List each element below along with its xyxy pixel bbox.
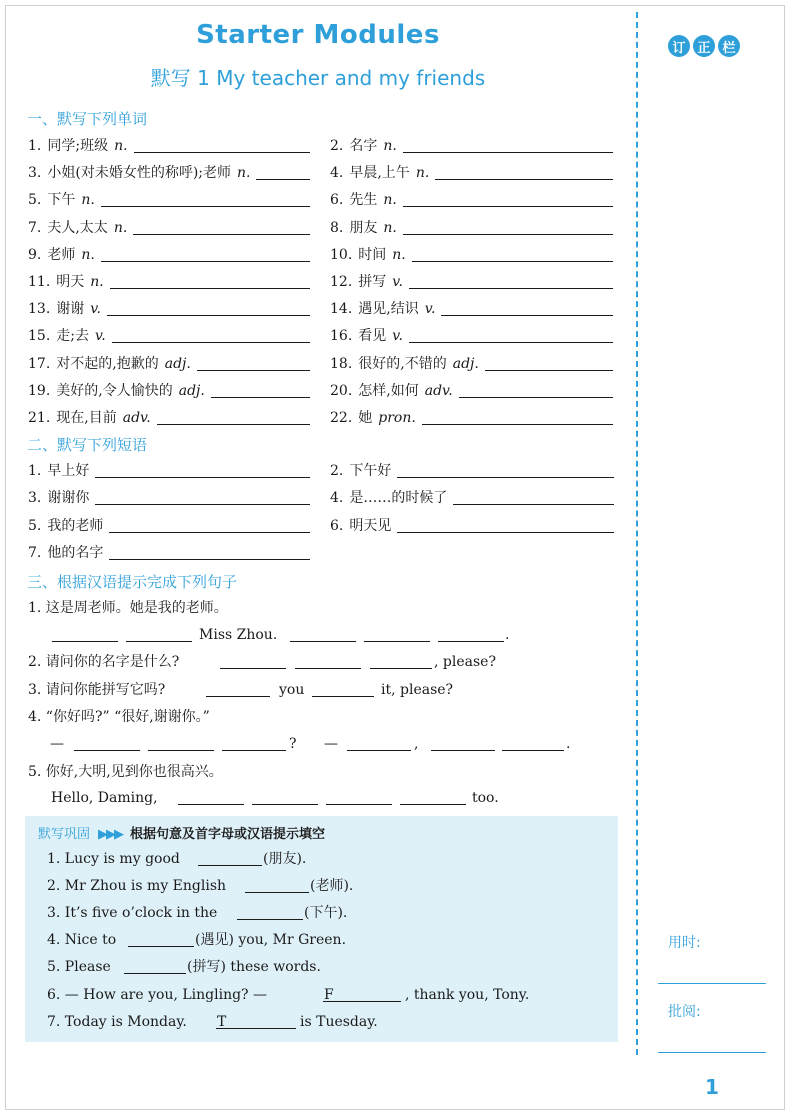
answer-blank[interactable] xyxy=(157,424,310,425)
answer-blank[interactable] xyxy=(124,973,186,974)
word-item xyxy=(330,299,435,319)
part-of-speech: n. xyxy=(392,247,406,263)
word-item xyxy=(28,354,191,374)
item-number: 21. xyxy=(28,410,51,426)
item-number: 6. xyxy=(330,192,344,208)
q2-prompt: 2. 请问你的名字是什么? xyxy=(28,654,180,670)
item-number: 16. xyxy=(330,328,353,344)
part-of-speech: adj. xyxy=(178,383,205,399)
answer-blank[interactable] xyxy=(178,804,244,805)
answer-blank[interactable] xyxy=(312,696,374,697)
item-prompt: 走;去 xyxy=(56,328,89,344)
word-item xyxy=(28,245,95,265)
answer-blank[interactable] xyxy=(148,750,214,751)
answer-blank[interactable] xyxy=(109,532,310,533)
answer-blank[interactable] xyxy=(211,397,310,398)
answer-blank[interactable] xyxy=(109,559,310,560)
item-prompt: 明天 xyxy=(56,274,85,290)
item-number: 14. xyxy=(330,301,353,317)
answer-blank[interactable] xyxy=(403,206,613,207)
answer-blank[interactable] xyxy=(95,477,310,478)
answer-blank[interactable] xyxy=(459,397,613,398)
item-number: 1. xyxy=(28,463,42,479)
time-label: 用时: xyxy=(668,935,701,951)
answer-blank[interactable] xyxy=(364,641,430,642)
page-title: Starter Modules xyxy=(196,20,440,50)
phrase-item xyxy=(330,488,447,508)
part-of-speech: v. xyxy=(392,274,403,290)
q4-comma: , xyxy=(414,736,419,752)
answer-blank[interactable] xyxy=(438,641,504,642)
item-prompt: 看见 xyxy=(358,328,387,344)
item-prompt: 小姐(对未婚女性的称呼);老师 xyxy=(47,165,231,181)
part-of-speech: adv. xyxy=(122,410,151,426)
phrase-item xyxy=(330,461,391,481)
review-sentence: 6. — How are you, Lingling? — xyxy=(47,987,268,1003)
review-sentence: 5. Please xyxy=(47,959,111,975)
item-prompt: 名字 xyxy=(349,138,378,154)
item-prompt: 拼写 xyxy=(358,274,387,290)
item-prompt: 很好的,不错的 xyxy=(358,356,447,372)
answer-blank[interactable] xyxy=(252,804,318,805)
review-field[interactable] xyxy=(658,1052,766,1053)
word-item xyxy=(330,163,429,183)
page-subtitle: 默写 1 My teacher and my friends xyxy=(150,66,486,90)
q4-end: . xyxy=(566,736,571,752)
item-prompt: 他的名字 xyxy=(47,545,104,561)
part-of-speech: n. xyxy=(113,220,128,236)
item-prompt: 现在,目前 xyxy=(56,410,117,426)
item-prompt: 我的老师 xyxy=(47,518,104,534)
word-item xyxy=(330,218,397,238)
q5-prompt: 5. 你好,大明,见到你也很高兴。 xyxy=(28,764,223,780)
q3-prompt: 3. 请问你能拼写它吗? xyxy=(28,682,166,698)
item-number: 8. xyxy=(330,220,344,236)
word-item xyxy=(330,381,453,401)
answer-blank[interactable] xyxy=(220,668,286,669)
item-number: 7. xyxy=(28,220,42,236)
q3-end: it, please? xyxy=(381,682,454,698)
q4-dash: — xyxy=(324,736,338,752)
word-item xyxy=(330,190,397,210)
q5-end: too. xyxy=(472,790,499,806)
answer-blank[interactable] xyxy=(110,288,310,289)
answer-blank[interactable] xyxy=(95,504,310,505)
item-prompt: 下午好 xyxy=(349,463,392,479)
part-of-speech: adv. xyxy=(424,383,453,399)
correction-char: 正 xyxy=(693,35,715,57)
section1-heading: 一、默写下列单词 xyxy=(27,110,148,128)
answer-blank[interactable] xyxy=(326,804,392,805)
item-prompt: 早上好 xyxy=(47,463,90,479)
section3-heading: 三、根据汉语提示完成下列句子 xyxy=(27,573,238,591)
answer-blank[interactable] xyxy=(400,804,466,805)
answer-blank[interactable] xyxy=(206,696,270,697)
word-item xyxy=(28,299,101,319)
q4-prompt: 4. “你好吗?” “很好,谢谢你。” xyxy=(28,709,210,725)
item-number: 10. xyxy=(330,247,353,263)
item-number: 1. xyxy=(28,138,42,154)
part-of-speech: n. xyxy=(81,247,95,263)
item-number: 22. xyxy=(330,410,353,426)
word-item xyxy=(28,163,250,183)
item-number: 19. xyxy=(28,383,51,399)
item-number: 13. xyxy=(28,301,51,317)
time-field[interactable] xyxy=(658,983,766,984)
answer-blank[interactable] xyxy=(101,206,310,207)
word-item xyxy=(28,272,104,292)
review-header xyxy=(38,823,325,842)
section2-heading: 二、默写下列短语 xyxy=(27,436,148,454)
item-number: 11. xyxy=(28,274,51,290)
part-of-speech: n. xyxy=(81,192,95,208)
answer-blank[interactable] xyxy=(422,424,613,425)
q2-end: , please? xyxy=(434,654,496,670)
answer-blank[interactable] xyxy=(485,370,613,371)
review-hint: is Tuesday. xyxy=(300,1014,378,1030)
review-hint: (下午). xyxy=(304,905,348,921)
answer-blank[interactable] xyxy=(256,179,310,180)
part-of-speech: n. xyxy=(383,220,397,236)
item-prompt: 夫人,太太 xyxy=(47,220,108,236)
q5-text: Hello, Daming, xyxy=(51,790,158,806)
answer-blank[interactable] xyxy=(453,504,614,505)
phrase-item xyxy=(28,543,103,563)
initial-letter: T xyxy=(217,1014,227,1030)
answer-blank[interactable] xyxy=(126,641,192,642)
item-number: 2. xyxy=(330,463,344,479)
item-number: 20. xyxy=(330,383,353,399)
correction-column-divider xyxy=(636,12,638,1055)
item-number: 15. xyxy=(28,328,51,344)
initial-letter: F xyxy=(324,987,334,1003)
item-prompt: 同学;班级 xyxy=(47,138,109,154)
answer-blank[interactable] xyxy=(403,234,613,235)
item-number: 5. xyxy=(28,192,42,208)
word-item xyxy=(28,218,127,238)
part-of-speech: adj. xyxy=(452,356,479,372)
review-sentence: 2. Mr Zhou is my English xyxy=(47,878,227,894)
part-of-speech: n. xyxy=(415,165,430,181)
answer-blank[interactable] xyxy=(128,946,194,947)
word-item xyxy=(330,326,403,346)
part-of-speech: n. xyxy=(114,138,128,154)
part-of-speech: v. xyxy=(90,301,101,317)
item-number: 3. xyxy=(28,490,42,506)
answer-blank[interactable] xyxy=(245,892,309,893)
item-prompt: 谢谢你 xyxy=(47,490,90,506)
review-label: 默写巩固 xyxy=(38,827,91,842)
review-hint: (老师). xyxy=(310,878,354,894)
q4-dash: — xyxy=(50,736,64,752)
answer-blank[interactable] xyxy=(112,342,310,343)
review-label-side: 批阅: xyxy=(668,1004,701,1020)
q4-qmark: ? xyxy=(289,736,297,752)
answer-blank[interactable] xyxy=(323,1001,401,1002)
answer-blank[interactable] xyxy=(397,532,614,533)
review-sentence: 1. Lucy is my good xyxy=(47,851,180,867)
review-sentence: 7. Today is Monday. xyxy=(47,1014,187,1030)
answer-blank[interactable] xyxy=(237,919,303,920)
item-prompt: 是……的时候了 xyxy=(349,490,448,506)
review-hint: (朋友). xyxy=(263,851,307,867)
item-number: 9. xyxy=(28,247,42,263)
item-number: 2. xyxy=(330,138,344,154)
item-number: 6. xyxy=(330,518,344,534)
item-prompt: 美好的,令人愉快的 xyxy=(56,383,173,399)
phrase-item xyxy=(28,461,89,481)
item-number: 3. xyxy=(28,165,42,181)
answer-blank[interactable] xyxy=(370,668,432,669)
answer-blank[interactable] xyxy=(216,1028,296,1029)
q1-end: . xyxy=(505,627,510,643)
word-item xyxy=(330,272,403,292)
item-number: 4. xyxy=(330,490,344,506)
answer-blank[interactable] xyxy=(74,750,140,751)
part-of-speech: pron. xyxy=(378,410,416,426)
item-prompt: 时间 xyxy=(358,247,387,263)
item-prompt: 朋友 xyxy=(349,220,378,236)
answer-blank[interactable] xyxy=(290,641,356,642)
answer-blank[interactable] xyxy=(397,477,614,478)
answer-blank[interactable] xyxy=(435,179,613,180)
answer-blank[interactable] xyxy=(409,288,613,289)
review-sentence: 3. It’s five o’clock in the xyxy=(47,905,218,921)
word-item xyxy=(28,381,205,401)
answer-blank[interactable] xyxy=(403,152,613,153)
correction-char: 订 xyxy=(668,35,690,57)
review-instruction: 根据句意及首字母或汉语提示填空 xyxy=(130,827,326,842)
item-prompt: 她 xyxy=(358,410,373,426)
review-hint: (拼写) these words. xyxy=(187,959,321,975)
answer-blank[interactable] xyxy=(197,370,310,371)
q3-text: you xyxy=(279,682,305,698)
item-prompt: 下午 xyxy=(47,192,76,208)
phrase-item xyxy=(28,516,103,536)
item-number: 17. xyxy=(28,356,51,372)
review-sentence: 4. Nice to xyxy=(47,932,117,948)
part-of-speech: v. xyxy=(424,301,436,317)
q1-text: Miss Zhou. xyxy=(199,627,278,643)
part-of-speech: n. xyxy=(237,165,251,181)
answer-blank[interactable] xyxy=(412,261,613,262)
part-of-speech: n. xyxy=(383,138,397,154)
answer-blank[interactable] xyxy=(295,668,361,669)
word-item xyxy=(28,136,128,156)
answer-blank[interactable] xyxy=(441,315,613,316)
review-hint: (遇见) you, Mr Green. xyxy=(195,932,347,948)
word-item xyxy=(330,136,397,156)
review-hint: , thank you, Tony. xyxy=(405,987,530,1003)
answer-blank[interactable] xyxy=(222,750,286,751)
word-item xyxy=(330,245,406,265)
word-item xyxy=(330,354,479,374)
answer-blank[interactable] xyxy=(52,641,118,642)
answer-blank[interactable] xyxy=(134,152,310,153)
item-prompt: 老师 xyxy=(47,247,76,263)
phrase-item xyxy=(330,516,391,536)
item-prompt: 早晨,上午 xyxy=(349,165,410,181)
answer-blank[interactable] xyxy=(101,261,310,262)
q1-prompt: 1. 这是周老师。她是我的老师。 xyxy=(28,600,228,616)
word-item xyxy=(28,408,151,428)
part-of-speech: v. xyxy=(94,328,106,344)
item-number: 18. xyxy=(330,356,353,372)
item-number: 5. xyxy=(28,518,42,534)
word-item xyxy=(330,408,416,428)
item-prompt: 对不起的,抱歉的 xyxy=(56,356,159,372)
answer-blank[interactable] xyxy=(409,342,613,343)
answer-blank[interactable] xyxy=(347,750,411,751)
item-number: 4. xyxy=(330,165,344,181)
arrows-icon: ▶▶▶ xyxy=(98,827,123,842)
answer-blank[interactable] xyxy=(133,234,310,235)
answer-blank[interactable] xyxy=(107,315,310,316)
item-number: 12. xyxy=(330,274,353,290)
phrase-item xyxy=(28,488,89,508)
item-number: 7. xyxy=(28,545,42,561)
item-prompt: 先生 xyxy=(349,192,378,208)
part-of-speech: v. xyxy=(392,328,403,344)
page-number: 1 xyxy=(705,1075,719,1099)
item-prompt: 明天见 xyxy=(349,518,392,534)
part-of-speech: adj. xyxy=(164,356,191,372)
answer-blank[interactable] xyxy=(502,750,564,751)
word-item xyxy=(28,326,106,346)
item-prompt: 谢谢 xyxy=(56,301,85,317)
correction-column-label xyxy=(668,35,740,57)
item-prompt: 遇见,结识 xyxy=(358,301,419,317)
word-item xyxy=(28,190,95,210)
part-of-speech: n. xyxy=(90,274,104,290)
part-of-speech: n. xyxy=(383,192,397,208)
item-prompt: 怎样,如何 xyxy=(358,383,419,399)
answer-blank[interactable] xyxy=(198,865,262,866)
correction-char: 栏 xyxy=(718,35,740,57)
answer-blank[interactable] xyxy=(431,750,495,751)
